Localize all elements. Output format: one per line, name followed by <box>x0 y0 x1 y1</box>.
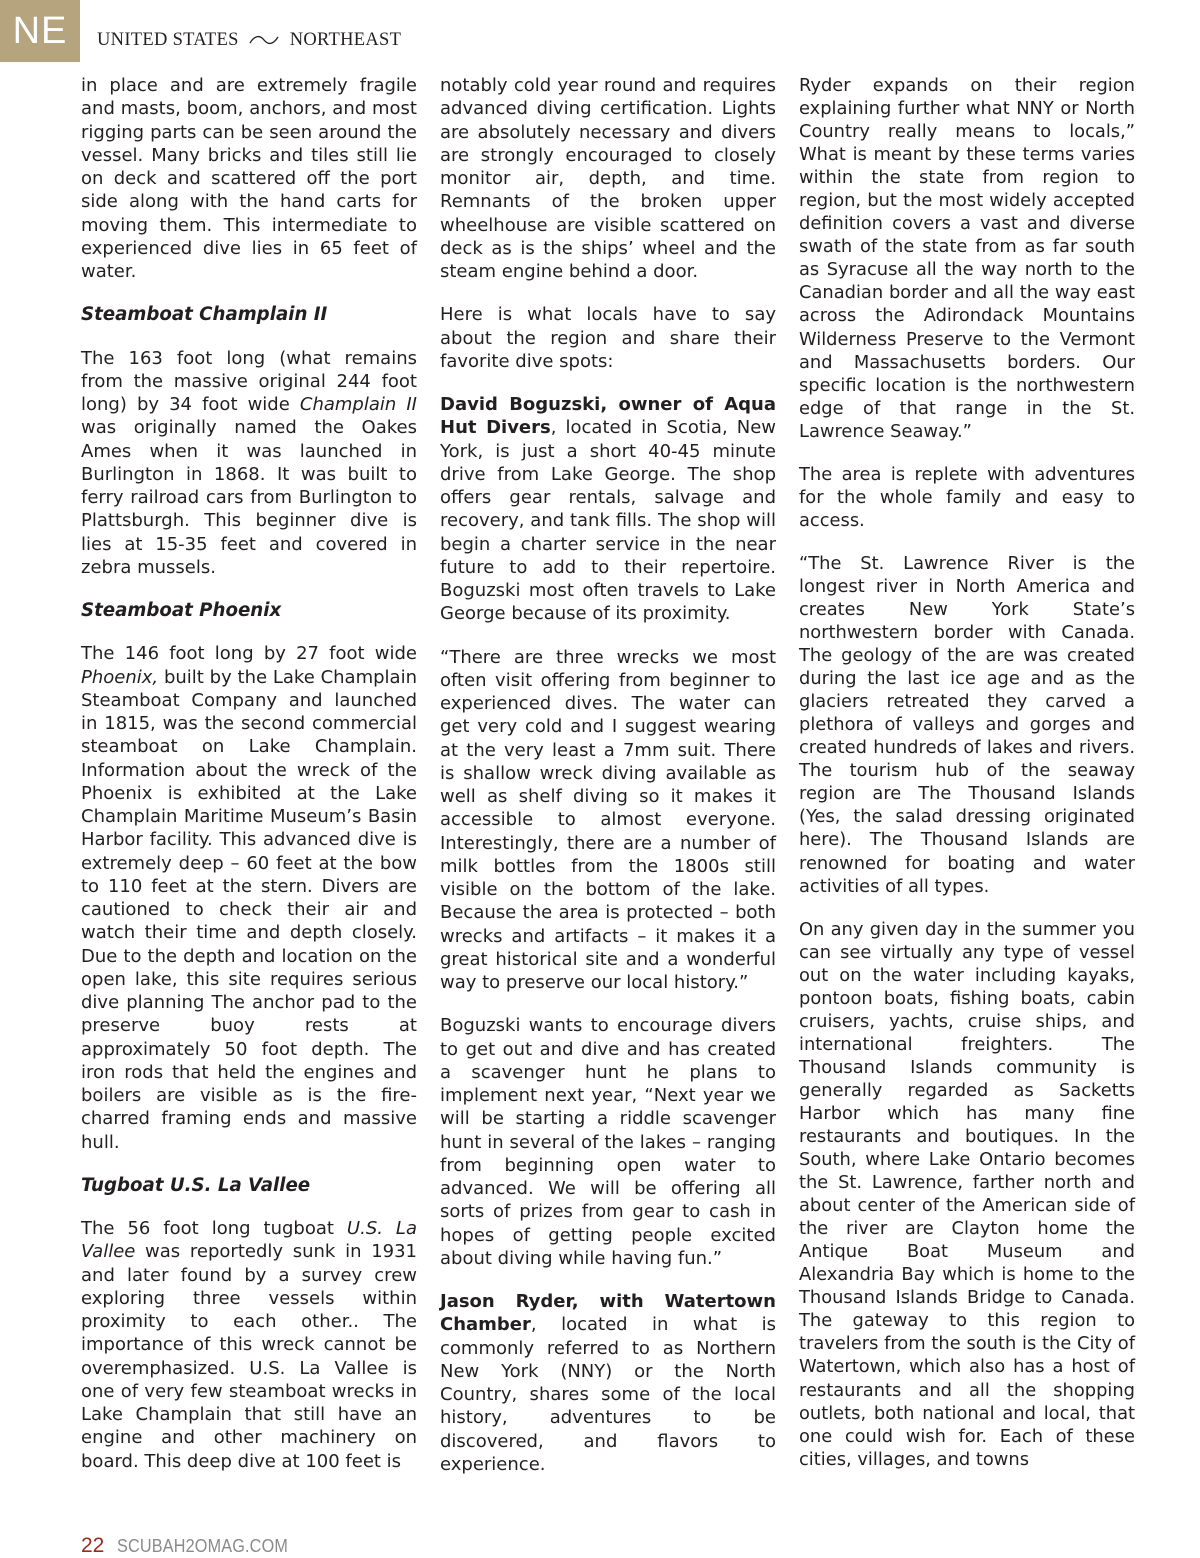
article-column-2 <box>440 74 776 1496</box>
site-url: SCUBAH2OMAG.COM <box>117 1536 289 1556</box>
paragraph: Ryder expands on their region explaining further what NNY or North Country really means to locals,” What is meant by these terms varies within the state from region to region, but the most widely accepted definition covers a vast and diverse swath of the state from as far south as Syracuse all the way north to the Canadian border and all the way east across the Adirondack Mountains Wilderness Preserve to the Vermont and Massachusetts borders. Our specific location is the northwestern edge of that range in the St. Lawrence Seaway.” <box>799 75 1135 442</box>
quote-paragraph: “There are three wrecks we most often visit offering from beginner to experienced dives. The water can get very cold and I suggest wearing at the very least a 7mm suit. There is shallow wreck diving available as well as shelf diving so it makes it accessible to almost everyone. Interestingly, there are a number of milk bottles from the 1800s still visible on the bottom of the lake. Because the area is protected – both wrecks and artifacts – it makes it a great historical site and a wonderful way to preserve our local history.” <box>440 646 776 993</box>
subheading-la-vallee: Tugboat U.S. La Vallee <box>81 1174 311 1196</box>
paragraph: Here is what locals have to say about the region and share their favorite dive spots: <box>440 304 776 372</box>
section-badge: NE <box>0 0 80 62</box>
paragraph: On any given day in the summer you can see virtually any type of vessel out on the water including kayaks, pontoon boats, fishing boats, cabin cruisers, yachts, cruise ships, and international freighters. The Thousand Islands community is generally regarded as Sacketts Harbor which has many fine restaurants and boutiques. In the South, where Lake Ontario becomes the St. Lawrence, farther north and about center of the American side of the river are Clayton home the Antique Boat Museum and Alexandria Bay which is home to the Thousand Islands Bridge to Canada. The gateway to this region to travelers from the south is the City of Watertown, which also has a host of restaurants and all the shopping outlets, both national and local, that one could wish for. Each of these cities, villages, and towns <box>799 918 1135 1470</box>
paragraph: notably cold year round and requires advanced diving certification. Lights are absolutely necessary and divers are strongly encouraged to closely monitor air, depth, and time. Remnants of the broken upper wheelhouse are visible scattered on deck as is the ships’ wheel and the steam engine behind a door. <box>440 75 776 282</box>
page-number: 22 <box>81 1534 105 1557</box>
paragraph: The area is replete with adventures for the whole family and easy to access. <box>799 463 1135 531</box>
paragraph: Boguzski wants to encourage divers to get out and dive and has created a scavenger hunt he plans to implement next year, “Next year we will be starting a riddle scavenger hunt in several of the lakes – ranging from beginning open water to advanced. We will be offering all sorts of prizes from gear to cash in hopes of getting people excited about diving while having fun.” <box>440 1015 776 1269</box>
subheading-phoenix: Steamboat Phoenix <box>81 600 282 621</box>
paragraph: in place and are extremely fragile and masts, boom, anchors, and most rigging parts can be seen around the vessel. Many bricks and tiles still lie on deck and scattered off the port side along with the hand carts for moving them. This intermediate to experienced dive lies in 65 feet of water. <box>81 75 417 282</box>
interviewee-ryder: Jason Ryder, with Watertown Chamber <box>440 1291 776 1336</box>
running-header <box>97 28 401 52</box>
paragraph: The 146 foot long by 27 foot wide Phoenix, built by the Lake Champlain Steamboat Company and launched in 1815, was the second commercial steamboat on Lake Champlain. Information about the wreck of the Phoenix is exhibited at the Lake Champlain Maritime Museum’s Basin Harbor facility. This advanced dive is extremely deep – 60 feet at the bow to 110 feet at the stern. Divers are cautioned to check their air and watch their time and depth closely. Due to the depth and location on the open lake, this site requires serious dive planning The anchor pad to the preserve buoy rests at approximately 50 foot depth. The iron rods that held the engines and boilers are visible as is the fire-charred framing ends and massive hull. <box>81 643 417 1153</box>
header-country: UNITED STATES <box>97 29 239 50</box>
interviewee-boguzski: David Boguzski, owner of Aqua Hut Divers <box>440 394 776 439</box>
paragraph: Jason Ryder, with Watertown Chamber, located in what is commonly referred to as Northern New York (NNY) or the North Country, shares some of the local history, adventures to be discovered, and flavors to experience. <box>440 1291 776 1475</box>
header-region: NORTHEAST <box>289 29 402 50</box>
tilde-ornament-icon <box>249 34 279 46</box>
page-footer <box>81 1534 307 1558</box>
subheading-champlain: Steamboat Champlain II <box>81 304 328 326</box>
paragraph: The 56 foot long tugboat U.S. La Vallee was reportedly sunk in 1931 and later found by a survey crew exploring three vessels within proximity to each other.. The importance of this wreck cannot be overemphasized. U.S. La Vallee is one of very few steamboat wrecks in Lake Champlain that still have an engine and other machinery on board. This deep dive at 100 feet is <box>81 1218 417 1472</box>
paragraph: David Boguzski, owner of Aqua Hut Divers, located in Scotia, New York, is just a short 40-45 minute drive from Lake George. The shop offers gear rentals, salvage and recovery, and tank fills. The shop will begin a charter service in the near future to add to their repertoire. Boguzski most often travels to Lake George because of its proximity. <box>440 394 776 625</box>
paragraph: The 163 foot long (what remains from the massive original 244 foot long) by 34 foot wide Champlain II was originally named the Oakes Ames when it was launched in Burlington in 1868. It was built to ferry railroad cars from Burlington to Plattsburgh. This beginner dive is lies at 15-35 feet and covered in zebra mussels. <box>81 347 417 578</box>
article-column-1 <box>81 74 417 1493</box>
quote-paragraph: “The St. Lawrence River is the longest river in North America and creates New York State’s northwestern border with Canada. The geology of the are was created during the last ice age and as the glaciers retreated they carved a plethora of valleys and gorges and created hundreds of lakes and rivers. The tourism hub of the seaway region are The Thousand Islands (Yes, the salad dressing originated here). The Thousand Islands are renowned for boating and water activities of all types. <box>799 552 1135 897</box>
article-column-3 <box>799 74 1135 1491</box>
